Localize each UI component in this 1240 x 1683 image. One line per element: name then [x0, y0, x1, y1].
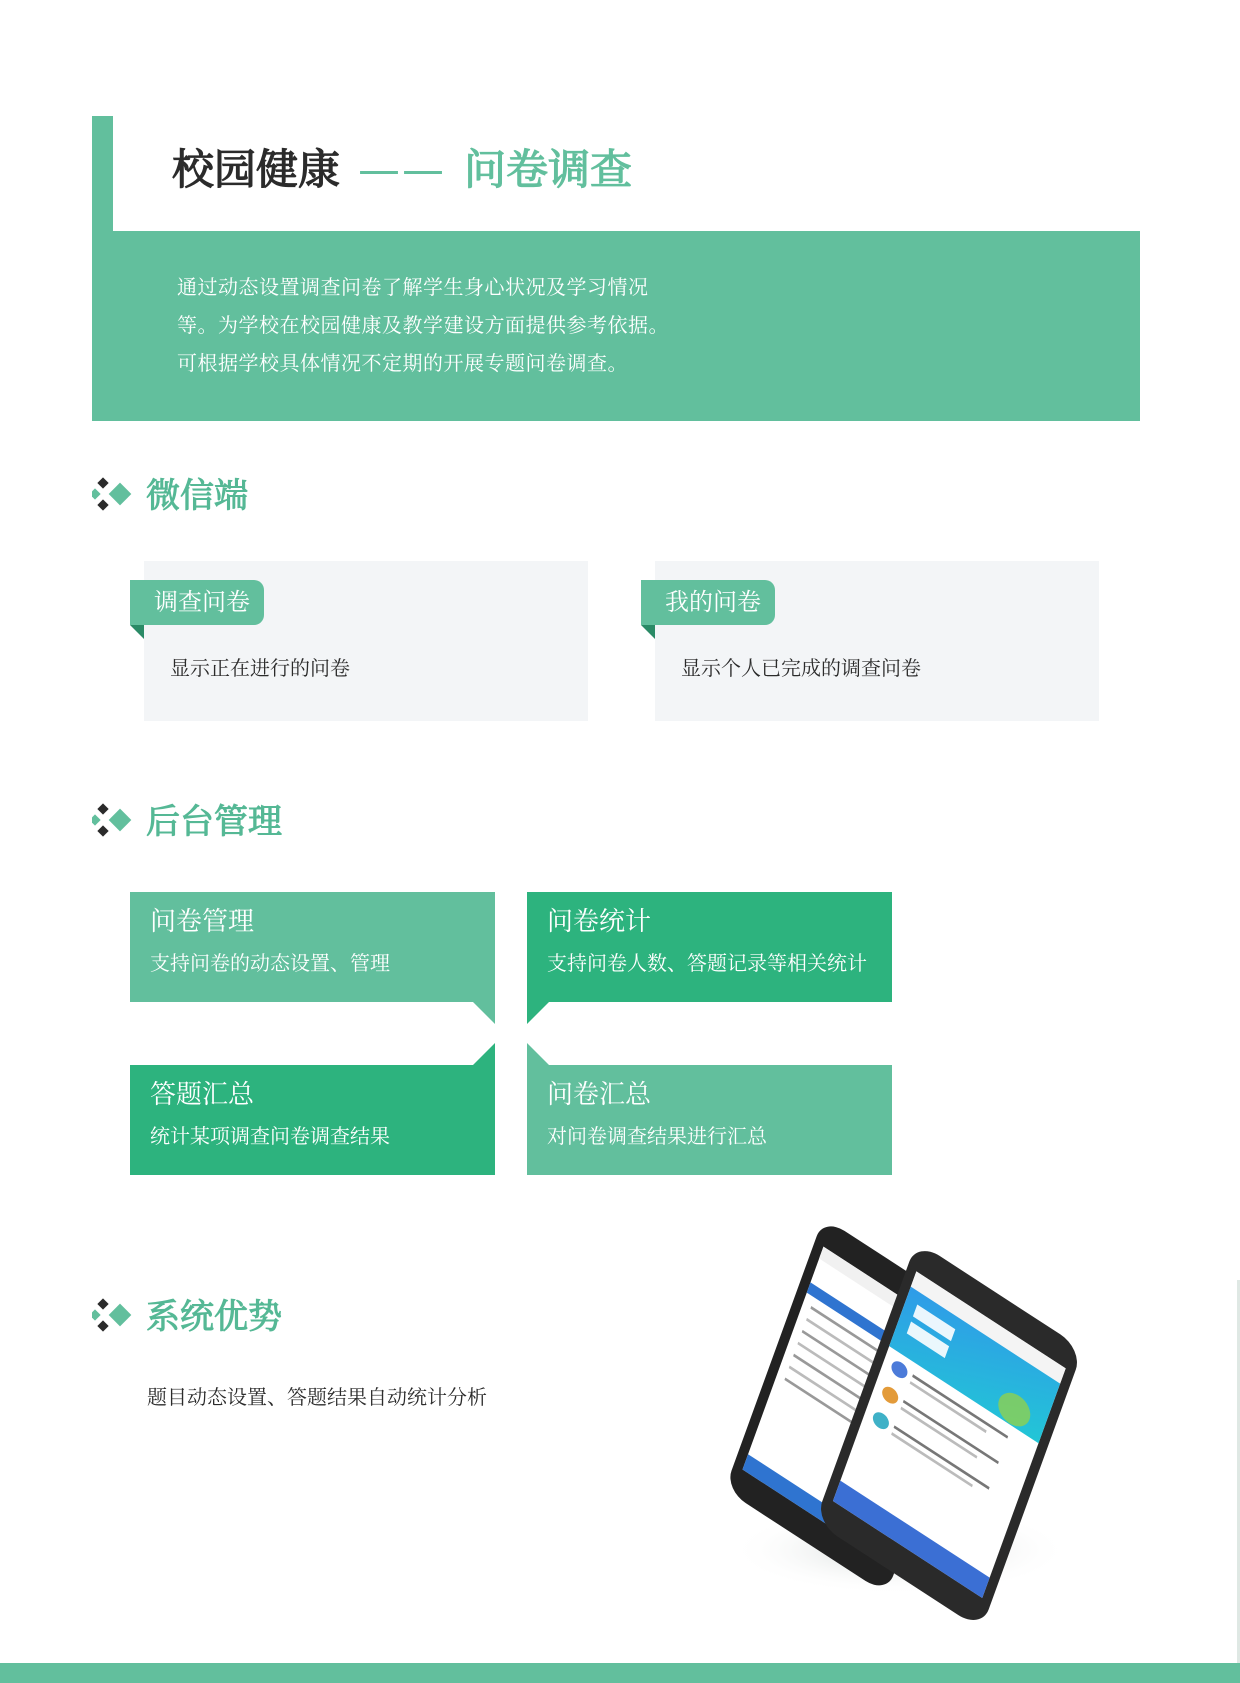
intro-line: 通过动态设置调查问卷了解学生身心状况及学习情况 — [177, 275, 649, 299]
backend-tile-survey-statistics[interactable] — [527, 892, 892, 1002]
tile-description: 统计某项调查问卷调查结果 — [150, 1124, 390, 1148]
tile-title: 问卷统计 — [547, 907, 652, 937]
backend-tile-survey-summary[interactable] — [527, 1065, 892, 1175]
page-title-sub: 问卷调查 — [464, 145, 633, 194]
tile-description: 支持问卷的动态设置、管理 — [150, 951, 390, 975]
tile-title: 问卷汇总 — [547, 1080, 652, 1110]
diamond-cluster-icon — [92, 1297, 136, 1337]
page-title — [172, 140, 632, 200]
tile-title: 问卷管理 — [150, 907, 255, 937]
header-accent-bar — [92, 116, 113, 231]
diamond-cluster-icon — [92, 476, 136, 516]
card-tag: 调查问卷 — [130, 580, 264, 625]
intro-line: 等。为学校在校园健康及教学建设方面提供参考依据。 — [177, 313, 669, 337]
section-title: 微信端 — [146, 476, 248, 516]
card-description: 显示正在进行的问卷 — [170, 656, 350, 680]
intro-text — [177, 268, 737, 382]
tile-description: 对问卷调查结果进行汇总 — [547, 1124, 767, 1148]
backend-tile-answer-summary[interactable] — [130, 1065, 495, 1175]
card-tag: 我的问卷 — [641, 580, 775, 625]
page-title-separator: —— — [358, 145, 447, 194]
tag-fold — [641, 625, 655, 639]
tile-description: 支持问卷人数、答题记录等相关统计 — [547, 951, 867, 975]
wechat-card-my-surveys[interactable] — [655, 561, 1099, 721]
smartphone-mockup-icon — [700, 1200, 1140, 1620]
tile-title: 答题汇总 — [150, 1080, 255, 1110]
wechat-card-survey[interactable] — [144, 561, 588, 721]
page-title-main: 校园健康 — [172, 145, 341, 194]
tag-fold — [130, 625, 144, 639]
card-description: 显示个人已完成的调查问卷 — [681, 656, 921, 680]
footer-bar — [0, 1663, 1240, 1683]
diamond-cluster-icon — [92, 802, 136, 842]
advantages-text: 题目动态设置、答题结果自动统计分析 — [147, 1385, 487, 1409]
backend-tile-survey-management[interactable] — [130, 892, 495, 1002]
section-title: 系统优势 — [146, 1297, 282, 1337]
section-title: 后台管理 — [146, 802, 282, 842]
intro-line: 可根据学校具体情况不定期的开展专题问卷调查。 — [177, 351, 628, 375]
